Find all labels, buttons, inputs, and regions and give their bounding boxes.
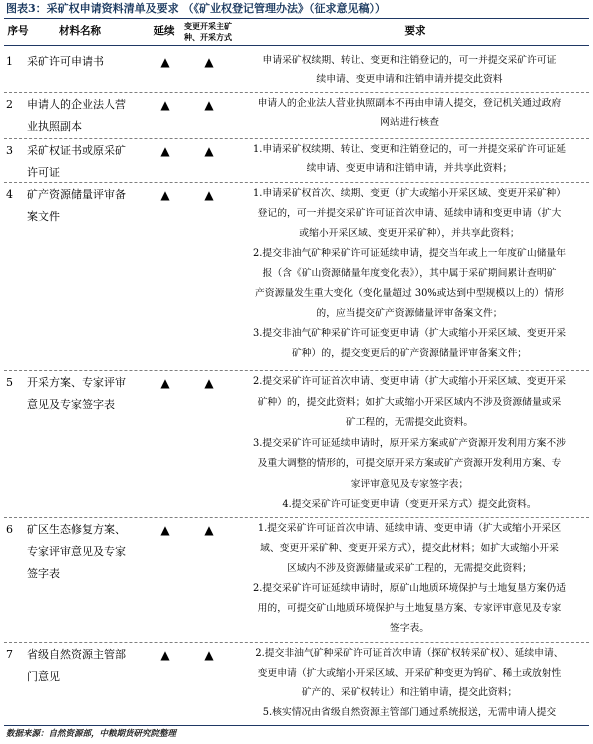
row-3-renew-mark: ▲ — [160, 144, 170, 158]
row-5-req: 2.提交采矿许可证首次申请、变更申请（扩大或缩小开采区域、变更开采 矿种）的，提交此资料；如扩大或缩小开采区域内不涉及资源储量或采 矿工程的，无需提交此资料。 3.提交采矿许可证延续申请时，原开采方案或矿产资源开发利用方案不涉 及重大调整的情形的，可提交原开采方案或矿产资源开发利用方案、专 家评审意见及专家签字表； 4.提交采矿许可证变更申请（变更开采方式）提交此资料。 — [252, 376, 567, 510]
row-7-no: 7 — [6, 648, 13, 661]
row-1-change-mark: ▲ — [204, 55, 214, 69]
header-name: 材料名称 — [59, 25, 101, 37]
row-1-no: 1 — [6, 55, 13, 68]
row-6-renew-mark: ▲ — [160, 523, 170, 537]
header-req: 要求 — [404, 25, 426, 37]
figure-title: 图表3：采矿权申请资料清单及要求 （《矿业权登记管理办法》（征求意见稿）） — [6, 2, 386, 15]
row-7-change-mark: ▲ — [204, 648, 214, 662]
header-change — [180, 21, 236, 43]
row-2-change-mark: ▲ — [204, 98, 214, 112]
row-4-req: 1.申请采矿权首次、续期、变更（扩大或缩小开采区域、变更开采矿种） 登记的，可一并提交采矿许可证首次申请、延续申请和变更申请（扩大 或缩小开采区域、变更开采矿种），并共享此资料； 2.提交非油气矿种采矿许可证延续申请，提交当年或上一年度矿山储量年 报（含《矿山资源储量年度变化表》），其中属于采矿期间累计查明矿 产资源量发生重大变化（变化量超过 30%或达到中型规模以上的）情形 的，应当提交矿产资源储量评审备案文件； 3.提交非油气矿种采矿许可证变更申请（扩大或缩小开采区域、变更开采 矿种）的，提交变更后的矿产资源储量评审备案文件； — [252, 188, 567, 359]
row-1-req: 申请采矿权续期、转让、变更和注销登记的，可一并提交采矿许可证 续申请、变更申请和注销申请并提交此资料 — [262, 55, 557, 85]
row-6-req: 1.提交采矿许可证首次申请、延续申请、变更申请（扩大或缩小开采区 域、变更开采矿种、变更开采方式），提交此材料；如扩大或缩小开采 区域内不涉及资源储量或采矿工程的，无需提交此资料； 2.提交采矿许可证延续申请时，原矿山地质环境保护与土地复垦方案仍适 用的，可提交矿山地质环境保护与土地复垦方案、专家评审意见及专家 签字表。 — [252, 523, 567, 634]
row-7-renew-mark: ▲ — [160, 648, 170, 662]
row-6-no: 6 — [6, 523, 13, 536]
row-4-renew-mark: ▲ — [160, 188, 170, 202]
header-top-rule — [4, 18, 589, 19]
row-2-req: 申请人的企业法人营业执照副本不再由申请人提交，登记机关通过政府 网站进行核查 — [257, 98, 562, 128]
header-change-line2: 种、开采方式 — [184, 32, 232, 42]
row-6-name: 矿区生态修复方案、 专家评审意见及专家 签字表 — [27, 523, 126, 580]
row-divider — [4, 642, 589, 643]
row-5-renew-mark: ▲ — [160, 376, 170, 390]
row-3-change-mark: ▲ — [204, 144, 214, 158]
row-5-change-mark: ▲ — [204, 376, 214, 390]
row-3-no: 3 — [6, 144, 13, 157]
header-no: 序号 — [7, 25, 29, 37]
data-source-note: 数据来源：自然资源部，中粮期货研究院整理 — [6, 729, 177, 739]
row-1-name: 采矿许可申请书 — [27, 55, 104, 68]
row-7-req: 2.提交非油气矿种采矿许可证首次申请（探矿权转采矿权）、延续申请、 变更申请（扩大或缩小开采区域、开采矿种变更为钨矿、稀土或放射性 矿产的、采矿权转让）和注销申请，提交此资料； 5.核实情况由省级自然资源主管部门通过系统报送，无需申请人提交 — [255, 648, 564, 718]
header-renew: 延续 — [153, 25, 175, 37]
row-2-renew-mark: ▲ — [160, 98, 170, 112]
row-4-change-mark: ▲ — [204, 188, 214, 202]
row-divider — [4, 370, 589, 371]
row-6-change-mark: ▲ — [204, 523, 214, 537]
row-divider — [4, 92, 589, 93]
row-3-name: 采矿权证书或原采矿 许可证 — [27, 144, 126, 179]
row-2-no: 2 — [6, 98, 13, 111]
row-4-name: 矿产资源储量评审备 案文件 — [27, 188, 126, 223]
row-divider — [4, 182, 589, 183]
header-change-line1: 变更开采主矿 — [184, 21, 232, 31]
table-bottom-rule — [4, 725, 589, 726]
header-bottom-rule — [4, 45, 589, 46]
row-divider — [4, 138, 589, 139]
row-5-name: 开采方案、专家评审 意见及专家签字表 — [27, 376, 126, 411]
row-5-no: 5 — [6, 376, 13, 389]
row-2-name: 申请人的企业法人营 业执照副本 — [27, 98, 126, 133]
row-1-renew-mark: ▲ — [160, 55, 170, 69]
row-3-req: 1.申请采矿权续期、转让、变更和注销登记的，可一并提交采矿许可证延 续申请、变更申请和注销申请，并共享此资料； — [252, 144, 567, 174]
row-4-no: 4 — [6, 188, 13, 201]
row-7-name: 省级自然资源主管部 门意见 — [27, 648, 126, 683]
row-divider — [4, 517, 589, 518]
